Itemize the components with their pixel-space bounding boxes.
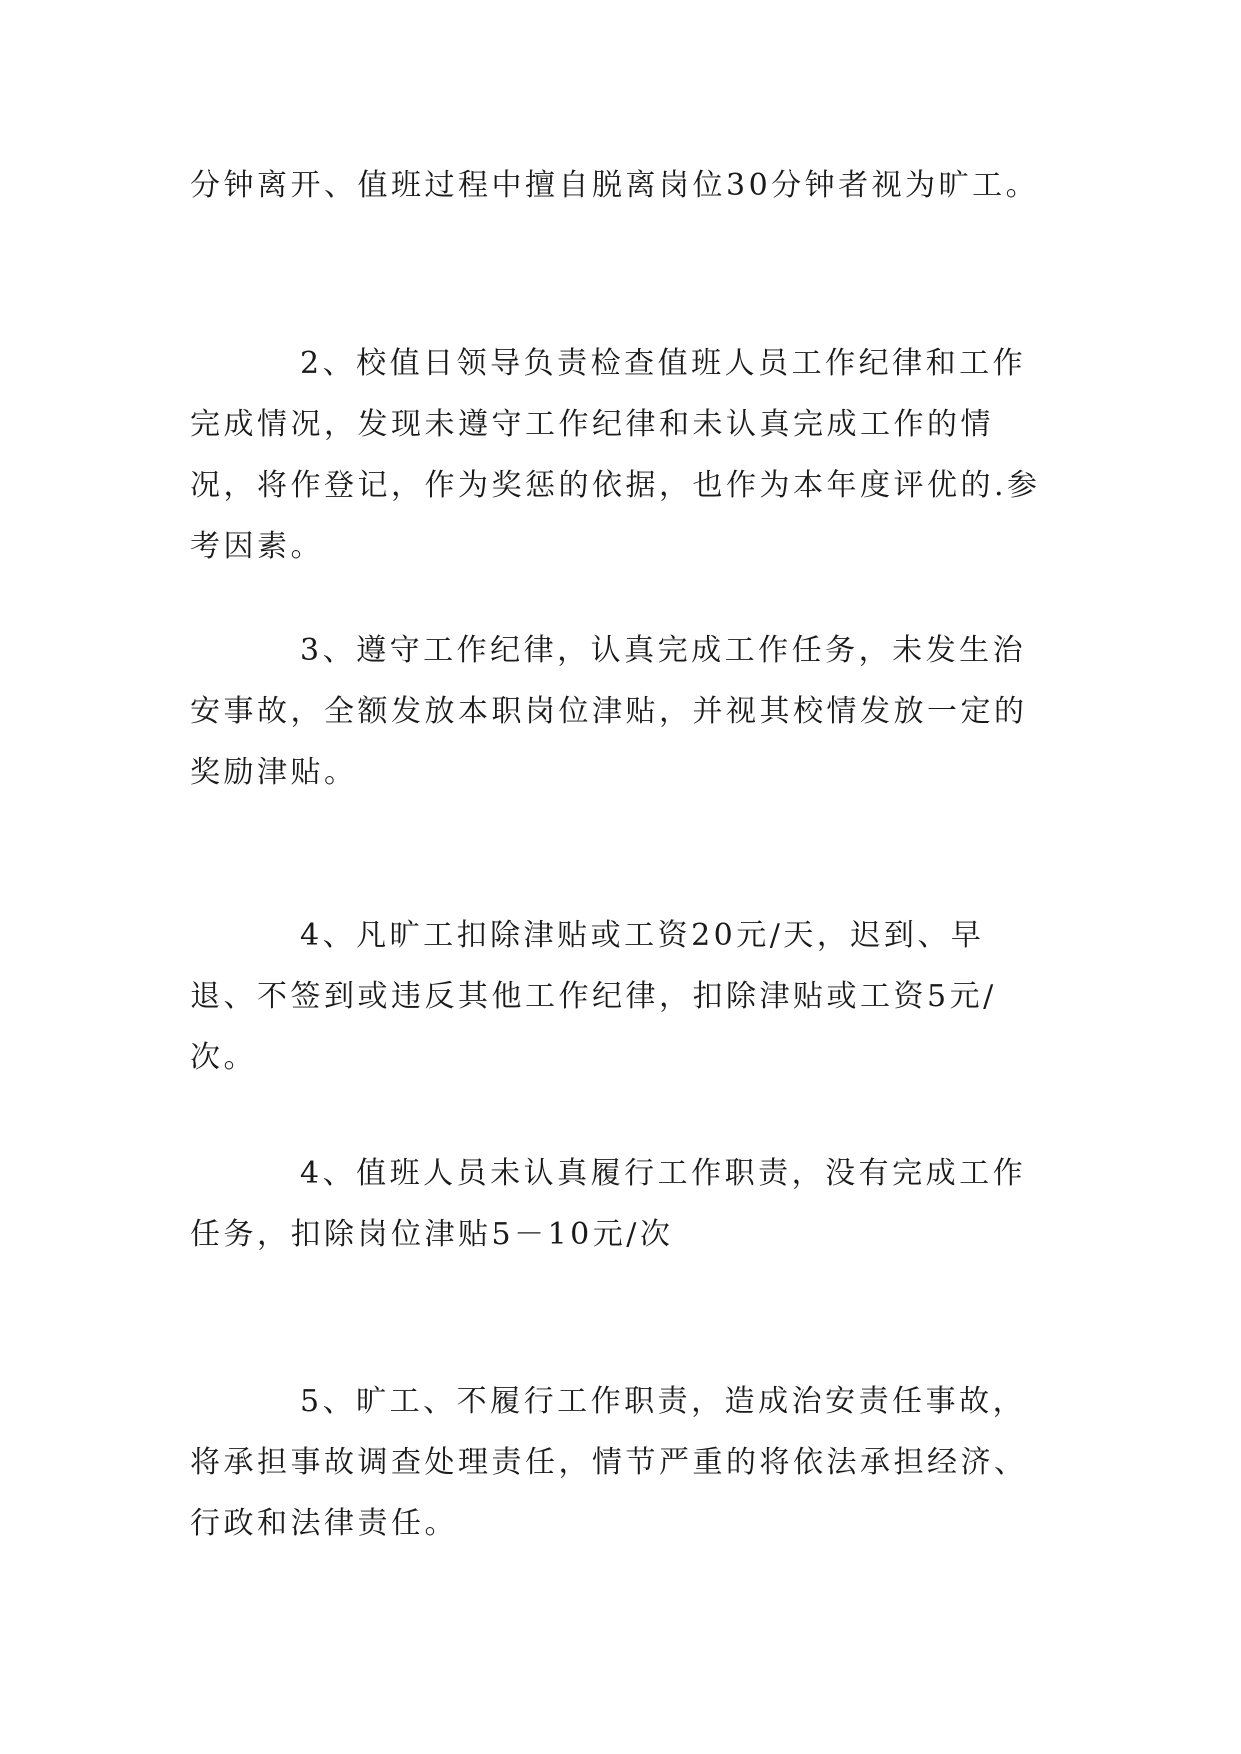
- paragraph-item-2: 2、校值日领导负责检查值班人员工作纪律和工作完成情况，发现未遵守工作纪律和未认真完成工作的情况，将作登记，作为奖惩的依据，也作为本年度评优的.参考因素。: [190, 346, 1041, 564]
- paragraph-item-4a: 4、凡旷工扣除津贴或工资20元/天，迟到、早退、不签到或违反其他工作纪律，扣除津贴或工资5元/次。: [190, 918, 997, 1075]
- paragraph-item-5: 5、旷工、不履行工作职责，造成治安责任事故，将承担事故调查处理责任，情节严重的将依法承担经济、行政和法律责任。: [190, 1384, 1028, 1541]
- paragraph-continuation: 分钟离开、值班过程中擅自脱离岗位30分钟者视为旷工。: [190, 168, 1040, 203]
- paragraph-item-4b: 4、值班人员未认真履行工作职责，没有完成工作任务，扣除岗位津贴5－10元/次: [190, 1156, 1027, 1252]
- paragraph-item-3: 3、遵守工作纪律，认真完成工作任务，未发生治安事故，全额发放本职岗位津贴，并视其校情发放一定的奖励津贴。: [190, 633, 1028, 790]
